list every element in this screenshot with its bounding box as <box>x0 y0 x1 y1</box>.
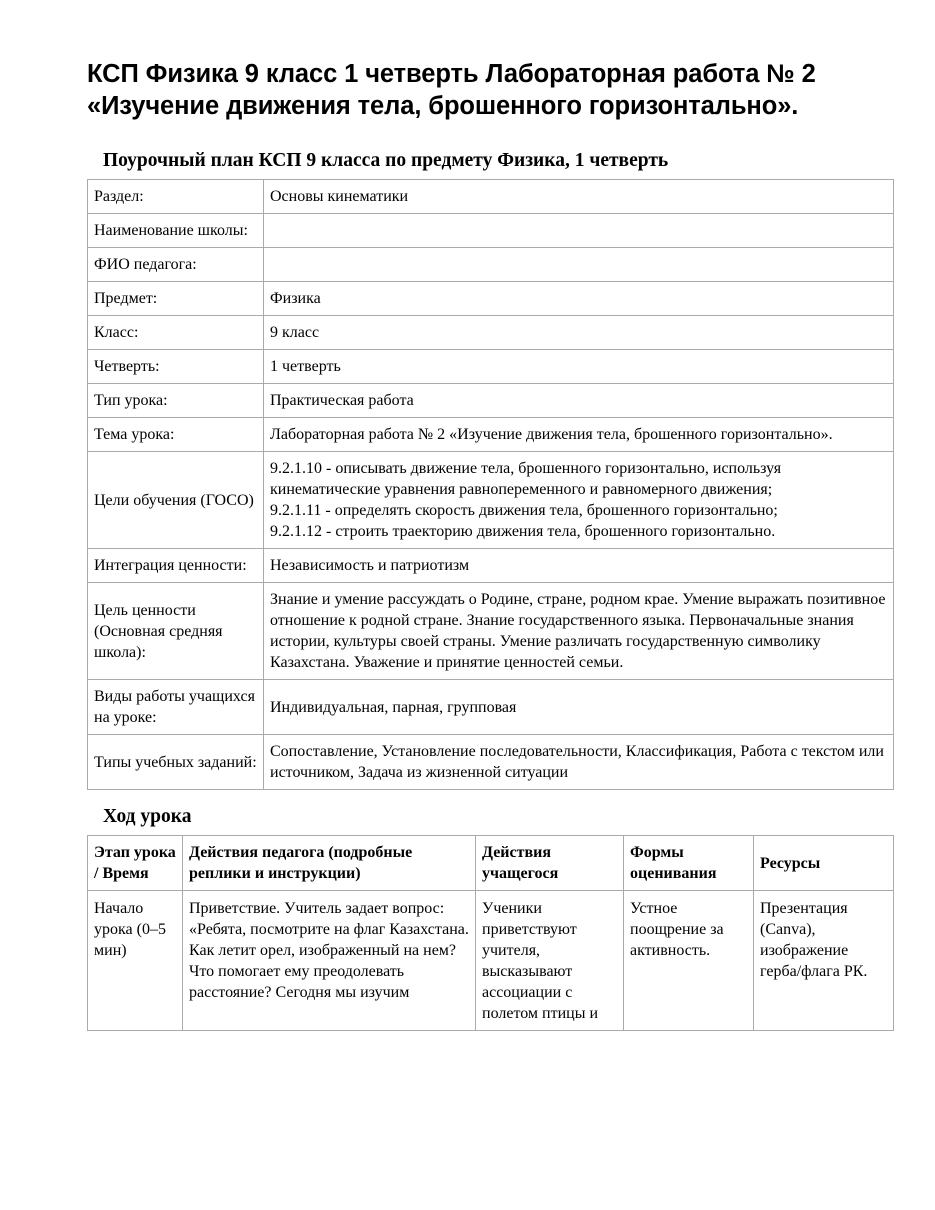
info-label: Виды работы учащихся на уроке: <box>88 680 264 735</box>
resources-text: Презентация (Canva), изображение герба/флага РК. <box>760 900 868 980</box>
info-label: Раздел: <box>88 180 264 214</box>
info-row-lesson-topic <box>88 418 894 452</box>
info-row-section <box>88 180 894 214</box>
document-title <box>87 58 893 122</box>
info-value: Индивидуальная, парная, групповая <box>264 680 894 735</box>
teacher-actions-text: Приветствие. Учитель задает вопрос: «Ребята, посмотрите на флаг Казахстана. Как летит орел, изображенный на нем? Что помогает ему преодолевать расстояние? Сегодня мы изучим <box>189 900 469 1001</box>
plan-heading: Поурочный план КСП 9 класса по предмету Физика, 1 четверть <box>103 150 669 171</box>
course-header-row <box>88 836 894 891</box>
course-row <box>88 891 894 1031</box>
course-heading: Ход урока <box>103 806 192 827</box>
info-value: Физика <box>264 282 894 316</box>
info-value: 9 класс <box>264 316 894 350</box>
info-label: Наименование школы: <box>88 214 264 248</box>
info-row-lesson-type <box>88 384 894 418</box>
info-label: ФИО педагога: <box>88 248 264 282</box>
objective-line: 9.2.1.12 - строить траекторию движения тела, брошенного горизонтально. <box>270 523 776 540</box>
lesson-course-table <box>87 835 894 1031</box>
info-value: Лабораторная работа № 2 «Изучение движения тела, брошенного горизонтально». <box>264 418 894 452</box>
course-cell-assessment <box>624 891 754 1031</box>
objective-line: 9.2.1.10 - описывать движение тела, брошенного горизонтально, используя кинематические уравнения равнопеременного и равномерного движения; <box>270 460 782 498</box>
info-row-value-integration <box>88 549 894 583</box>
info-label: Цель ценности (Основная средняя школа): <box>88 583 264 680</box>
course-cell-stage <box>88 891 183 1031</box>
info-row-work-types <box>88 680 894 735</box>
info-row-value-goal <box>88 583 894 680</box>
info-label: Цели обучения (ГОСО) <box>88 452 264 549</box>
info-row-grade <box>88 316 894 350</box>
lesson-info-table <box>87 179 894 790</box>
document-title-line-1: КСП Физика 9 класс 1 четверть Лабораторная работа № 2 <box>87 60 816 88</box>
course-cell-teacher <box>183 891 476 1031</box>
info-row-task-types <box>88 735 894 790</box>
info-label: Интеграция ценности: <box>88 549 264 583</box>
info-value: Практическая работа <box>264 384 894 418</box>
info-value <box>264 452 894 549</box>
info-value: 1 четверть <box>264 350 894 384</box>
column-header-resources: Ресурсы <box>754 836 894 891</box>
column-header-stage: Этап урока / Время <box>88 836 183 891</box>
info-label: Четверть: <box>88 350 264 384</box>
info-row-teacher <box>88 248 894 282</box>
column-header-student-actions: Действия учащегося <box>476 836 624 891</box>
stage-text: Начало урока (0–5 мин) <box>94 900 166 959</box>
student-actions-text: Ученики приветствуют учителя, высказывают ассоциации с полетом птицы и <box>482 900 599 1022</box>
course-cell-student <box>476 891 624 1031</box>
column-header-assessment: Формы оценивания <box>624 836 754 891</box>
info-label: Тип урока: <box>88 384 264 418</box>
info-row-school <box>88 214 894 248</box>
course-cell-resources <box>754 891 894 1031</box>
objective-line: 9.2.1.11 - определять скорость движения тела, брошенного горизонтально; <box>270 502 778 519</box>
document-title-line-2: «Изучение движения тела, брошенного горизонтально». <box>87 92 799 120</box>
info-label: Предмет: <box>88 282 264 316</box>
info-value: Основы кинематики <box>264 180 894 214</box>
info-value: Сопоставление, Установление последовательности, Классификация, Работа с текстом или источником, Задача из жизненной ситуации <box>264 735 894 790</box>
info-value: Знание и умение рассуждать о Родине, стране, родном крае. Умение выражать позитивное отношение к родной стране. Знание государственного языка. Первоначальные знания истории, культуры своей страны. Умение различать государственную символику Казахстана. Уважение и принятие ценностей семьи. <box>264 583 894 680</box>
assessment-text: Устное поощрение за активность. <box>630 900 724 959</box>
info-row-quarter <box>88 350 894 384</box>
info-value <box>264 248 894 282</box>
info-row-subject <box>88 282 894 316</box>
info-value <box>264 214 894 248</box>
column-header-teacher-actions: Действия педагога (подробные реплики и инструкции) <box>183 836 476 891</box>
info-row-learning-objectives <box>88 452 894 549</box>
info-label: Типы учебных заданий: <box>88 735 264 790</box>
document-page <box>87 58 893 1031</box>
info-value: Независимость и патриотизм <box>264 549 894 583</box>
info-label: Тема урока: <box>88 418 264 452</box>
info-label: Класс: <box>88 316 264 350</box>
